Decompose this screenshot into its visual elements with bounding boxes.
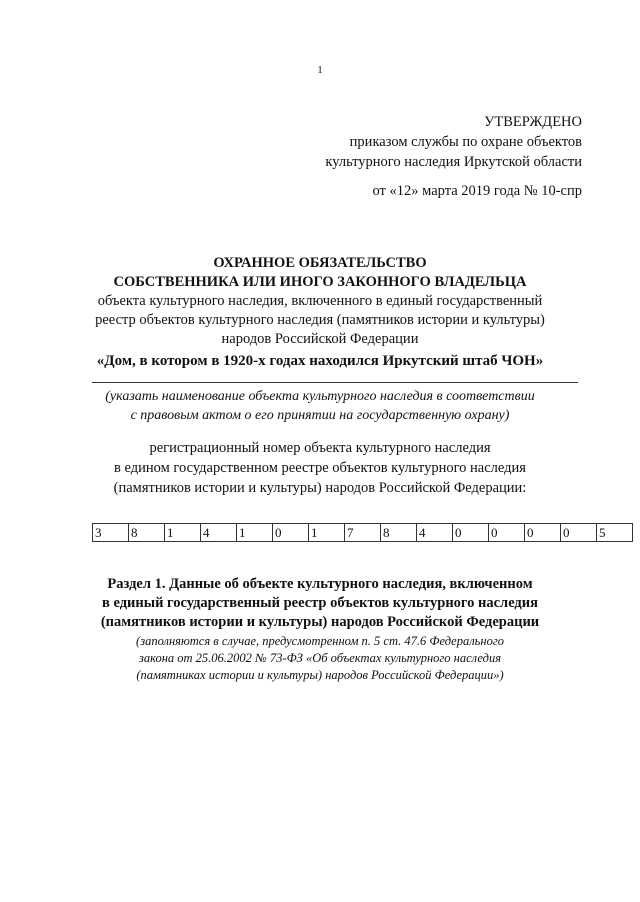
reg-digit-cell: 0 bbox=[561, 524, 597, 542]
object-name-hint bbox=[60, 387, 580, 425]
section-1-note-line-2: закона от 25.06.2002 № 73-ФЗ «Об объектах культурного наследия bbox=[138, 651, 502, 665]
title-line-3: объекта культурного наследия, включенного в единый государственный bbox=[97, 293, 543, 309]
registration-number-row bbox=[93, 524, 633, 542]
document-title bbox=[60, 254, 580, 349]
approval-line-1: приказом службы по охране объектов bbox=[349, 134, 582, 150]
reg-digit-cell: 0 bbox=[489, 524, 525, 542]
title-line-2: СОБСТВЕННИКА ИЛИ ИНОГО ЗАКОННОГО ВЛАДЕЛЬЦА bbox=[113, 274, 527, 290]
registration-line-2: в едином государственном реестре объектов культурного наследия bbox=[114, 460, 526, 476]
section-1-header bbox=[60, 575, 580, 684]
reg-digit-cell: 1 bbox=[309, 524, 345, 542]
title-line-4: реестр объектов культурного наследия (памятников истории и культуры) bbox=[95, 312, 545, 328]
title-line-5: народов Российской Федерации bbox=[221, 331, 419, 347]
reg-digit-cell: 0 bbox=[525, 524, 561, 542]
registration-line-1: регистрационный номер объекта культурного наследия bbox=[149, 440, 491, 456]
reg-digit-cell: 8 bbox=[381, 524, 417, 542]
title-line-1: ОХРАННОЕ ОБЯЗАТЕЛЬСТВО bbox=[213, 255, 427, 271]
reg-digit-cell: 7 bbox=[345, 524, 381, 542]
approved-label: УТВЕРЖДЕНО bbox=[484, 114, 582, 130]
reg-digit-cell: 8 bbox=[129, 524, 165, 542]
hint-line-2: с правовым актом о его принятии на государственную охрану) bbox=[130, 408, 510, 423]
reg-digit-cell: 4 bbox=[201, 524, 237, 542]
section-1-line-3: (памятников истории и культуры) народов Российской Федерации bbox=[100, 614, 540, 630]
reg-digit-cell: 3 bbox=[93, 524, 129, 542]
reg-digit-cell: 4 bbox=[417, 524, 453, 542]
section-1-note bbox=[60, 633, 580, 684]
page-number: 1 bbox=[317, 64, 323, 76]
object-name: «Дом, в котором в 1920-х годах находился Иркутский штаб ЧОН» bbox=[96, 353, 544, 369]
approval-date: от «12» марта 2019 года № 10-спр bbox=[372, 183, 582, 199]
reg-digit-cell: 1 bbox=[237, 524, 273, 542]
section-1-note-line-3: (памятниках истории и культуры) народов Российской Федерации») bbox=[136, 668, 504, 682]
registration-number-table bbox=[92, 523, 633, 542]
section-1-note-line-1: (заполняются в случае, предусмотренном п. 5 ст. 47.6 Федерального bbox=[136, 634, 504, 648]
reg-digit-cell: 0 bbox=[273, 524, 309, 542]
section-1-line-2: в единый государственный реестр объектов культурного наследия bbox=[102, 595, 538, 611]
object-name-underline bbox=[92, 382, 578, 383]
hint-line-1: (указать наименование объекта культурного наследия в соответствии bbox=[105, 389, 535, 404]
registration-intro bbox=[60, 438, 580, 498]
registration-line-3: (памятников истории и культуры) народов Российской Федерации: bbox=[113, 480, 527, 496]
reg-digit-cell: 1 bbox=[165, 524, 201, 542]
approval-block bbox=[262, 112, 582, 201]
approval-line-2: культурного наследия Иркутской области bbox=[325, 154, 582, 170]
reg-digit-cell: 5 bbox=[597, 524, 633, 542]
section-1-line-1: Раздел 1. Данные об объекте культурного наследия, включенном bbox=[107, 576, 533, 592]
reg-digit-cell: 0 bbox=[453, 524, 489, 542]
